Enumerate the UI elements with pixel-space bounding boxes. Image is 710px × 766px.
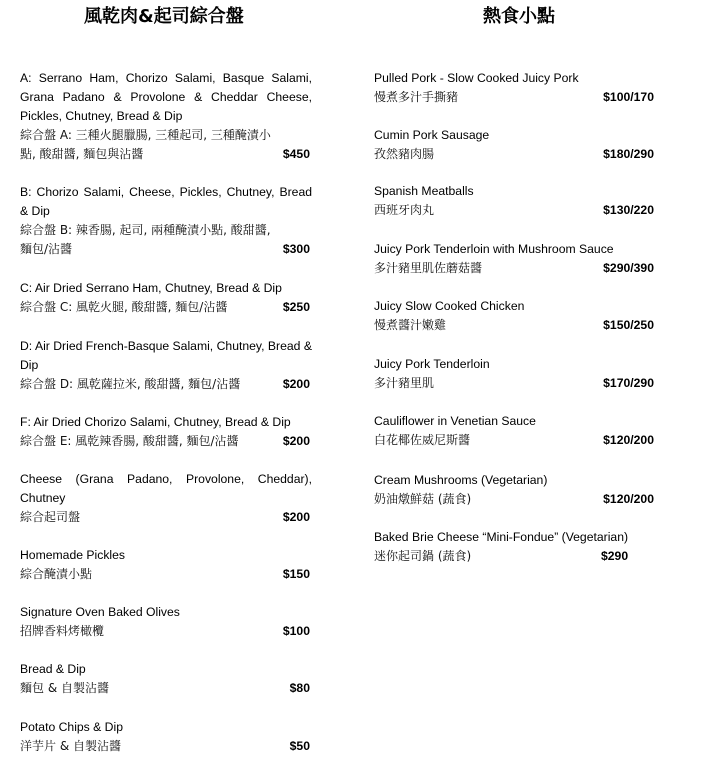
item-name-en: Homemade Pickles <box>20 548 125 562</box>
item-price: $130/220 <box>603 203 654 217</box>
item-name-zh: 綜合醃漬小點 <box>20 567 93 581</box>
item-name-en: Baked Brie Cheese “Mini-Fondue” (Vegetarian) <box>374 530 629 544</box>
item-price: $200 <box>282 434 310 448</box>
item-name-en: Cream Mushrooms (Vegetarian) <box>374 473 548 487</box>
item-name-en: Pulled Pork - Slow Cooked Juicy Pork <box>374 71 579 85</box>
menu-item-potato-chips <box>20 718 312 756</box>
menu-item-brie-fondue <box>374 528 656 566</box>
item-zh-row <box>374 259 656 278</box>
item-price: $150 <box>282 567 310 581</box>
item-zh-row <box>20 737 312 756</box>
item-name-en: A: Serrano Ham, Chorizo Salami, Basque Salami, Grana Padano & Provolone & Cheddar Cheese, Pickles, Chutney, Bread & Dip <box>20 71 312 123</box>
item-name-zh: 多汁豬里肌 <box>374 376 435 390</box>
item-name-en: Spanish Meatballs <box>374 184 474 198</box>
item-zh-row <box>374 201 656 220</box>
item-name-zh: 綜合盤 B: 辣香腸, 起司, 兩種醃漬小點, 酸甜醬, 麵包/沾醬 <box>20 223 271 256</box>
item-zh-row <box>20 565 312 584</box>
item-zh-row <box>374 547 656 566</box>
item-zh-row <box>374 145 656 164</box>
item-zh-row <box>374 490 656 509</box>
item-name-zh: 綜合起司盤 <box>20 510 81 524</box>
section-title-platters: 風乾肉&起司綜合盤 <box>84 6 244 27</box>
item-name-zh: 洋芋片 & 自製沾醬 <box>20 739 121 753</box>
item-name-en: Bread & Dip <box>20 662 86 676</box>
item-name-en: Juicy Pork Tenderloin with Mushroom Sauce <box>374 242 614 256</box>
item-name-zh: 迷你起司鍋 (蔬食) <box>374 549 472 563</box>
item-name-zh: 綜合盤 C: 風乾火腿, 酸甜醬, 麵包/沾醬 <box>20 300 228 314</box>
item-name-zh: 招牌香料烤橄欖 <box>20 624 105 638</box>
menu-item-cauliflower <box>374 412 656 450</box>
item-zh-row <box>20 126 312 164</box>
menu-item-platter-a <box>20 69 312 164</box>
item-price: $450 <box>282 147 310 161</box>
item-name-en: B: Chorizo Salami, Cheese, Pickles, Chutney, Bread & Dip <box>20 185 312 218</box>
item-name-en: D: Air Dried French-Basque Salami, Chutney, Bread & Dip <box>20 339 312 372</box>
menu-item-pickles <box>20 546 312 584</box>
menu-item-platter-b <box>20 183 312 259</box>
item-name-zh: 綜合盤 A: 三種火腿臘腸, 三種起司, 三種醃漬小點, 酸甜醬, 麵包與沾醬 <box>20 128 271 161</box>
menu-item-tenderloin-mushroom <box>374 240 656 278</box>
item-name-en: C: Air Dried Serrano Ham, Chutney, Bread & Dip <box>20 281 282 295</box>
item-zh-row <box>20 375 312 394</box>
item-price: $50 <box>289 739 310 753</box>
item-name-en: Cumin Pork Sausage <box>374 128 490 142</box>
item-price: $150/250 <box>603 318 654 332</box>
item-price: $120/200 <box>603 433 654 447</box>
item-zh-row <box>374 88 656 107</box>
item-price: $290 <box>601 549 629 563</box>
item-price: $100 <box>282 624 310 638</box>
item-zh-row <box>20 622 312 641</box>
item-name-zh: 白花椰佐威尼斯醬 <box>374 433 471 447</box>
menu-item-pulled-pork <box>374 69 656 107</box>
item-price: $250 <box>282 300 310 314</box>
menu-item-olives <box>20 603 312 641</box>
item-price: $300 <box>282 242 310 256</box>
item-price: $100/170 <box>603 90 654 104</box>
menu-item-platter-c <box>20 279 312 317</box>
item-name-zh: 孜然豬肉腸 <box>374 147 435 161</box>
menu-item-cumin-sausage <box>374 126 656 164</box>
menu-item-platter-f <box>20 413 312 451</box>
item-name-zh: 綜合盤 D: 風乾薩拉米, 酸甜醬, 麵包/沾醬 <box>20 377 241 391</box>
item-price: $120/200 <box>603 492 654 506</box>
item-zh-row <box>374 431 656 450</box>
item-zh-row <box>20 221 312 259</box>
item-name-zh: 奶油燉鮮菇 (蔬食) <box>374 492 472 506</box>
item-name-en: Signature Oven Baked Olives <box>20 605 180 619</box>
item-name-zh: 慢煮醬汁嫩雞 <box>374 318 447 332</box>
item-zh-row <box>20 679 312 698</box>
item-name-en: Potato Chips & Dip <box>20 720 123 734</box>
item-name-zh: 綜合盤 E: 風乾辣香腸, 酸甜醬, 麵包/沾醬 <box>20 434 239 448</box>
menu-item-meatballs <box>374 182 656 220</box>
item-name-en: Cauliflower in Venetian Sauce <box>374 414 536 428</box>
menu-item-tenderloin <box>374 355 656 393</box>
item-price: $180/290 <box>603 147 654 161</box>
menu-item-bread-dip <box>20 660 312 698</box>
item-name-en: Juicy Slow Cooked Chicken <box>374 299 525 313</box>
item-name-zh: 多汁豬里肌佐蘑菇醬 <box>374 261 483 275</box>
item-name-zh: 麵包 & 自製沾醬 <box>20 681 109 695</box>
item-zh-row <box>20 508 312 527</box>
item-zh-row <box>20 432 312 451</box>
item-zh-row <box>374 316 656 335</box>
item-zh-row <box>374 374 656 393</box>
item-zh-row <box>20 298 312 317</box>
item-name-zh: 慢煮多汁手撕豬 <box>374 90 459 104</box>
item-name-en: F: Air Dried Chorizo Salami, Chutney, Bread & Dip <box>20 415 291 429</box>
item-name-zh: 西班牙肉丸 <box>374 203 435 217</box>
item-price: $200 <box>282 377 310 391</box>
item-name-en: Juicy Pork Tenderloin <box>374 357 490 371</box>
item-price: $170/290 <box>603 376 654 390</box>
menu-item-cheese <box>20 470 312 527</box>
item-price: $290/390 <box>603 261 654 275</box>
item-price: $200 <box>282 510 310 524</box>
menu-item-slow-chicken <box>374 297 656 335</box>
item-price: $80 <box>289 681 310 695</box>
menu-item-platter-d <box>20 337 312 394</box>
section-title-hot-snacks: 熱食小點 <box>483 6 555 27</box>
item-name-en: Cheese (Grana Padano, Provolone, Cheddar), Chutney <box>20 472 312 505</box>
menu-item-cream-mushrooms <box>374 471 656 509</box>
